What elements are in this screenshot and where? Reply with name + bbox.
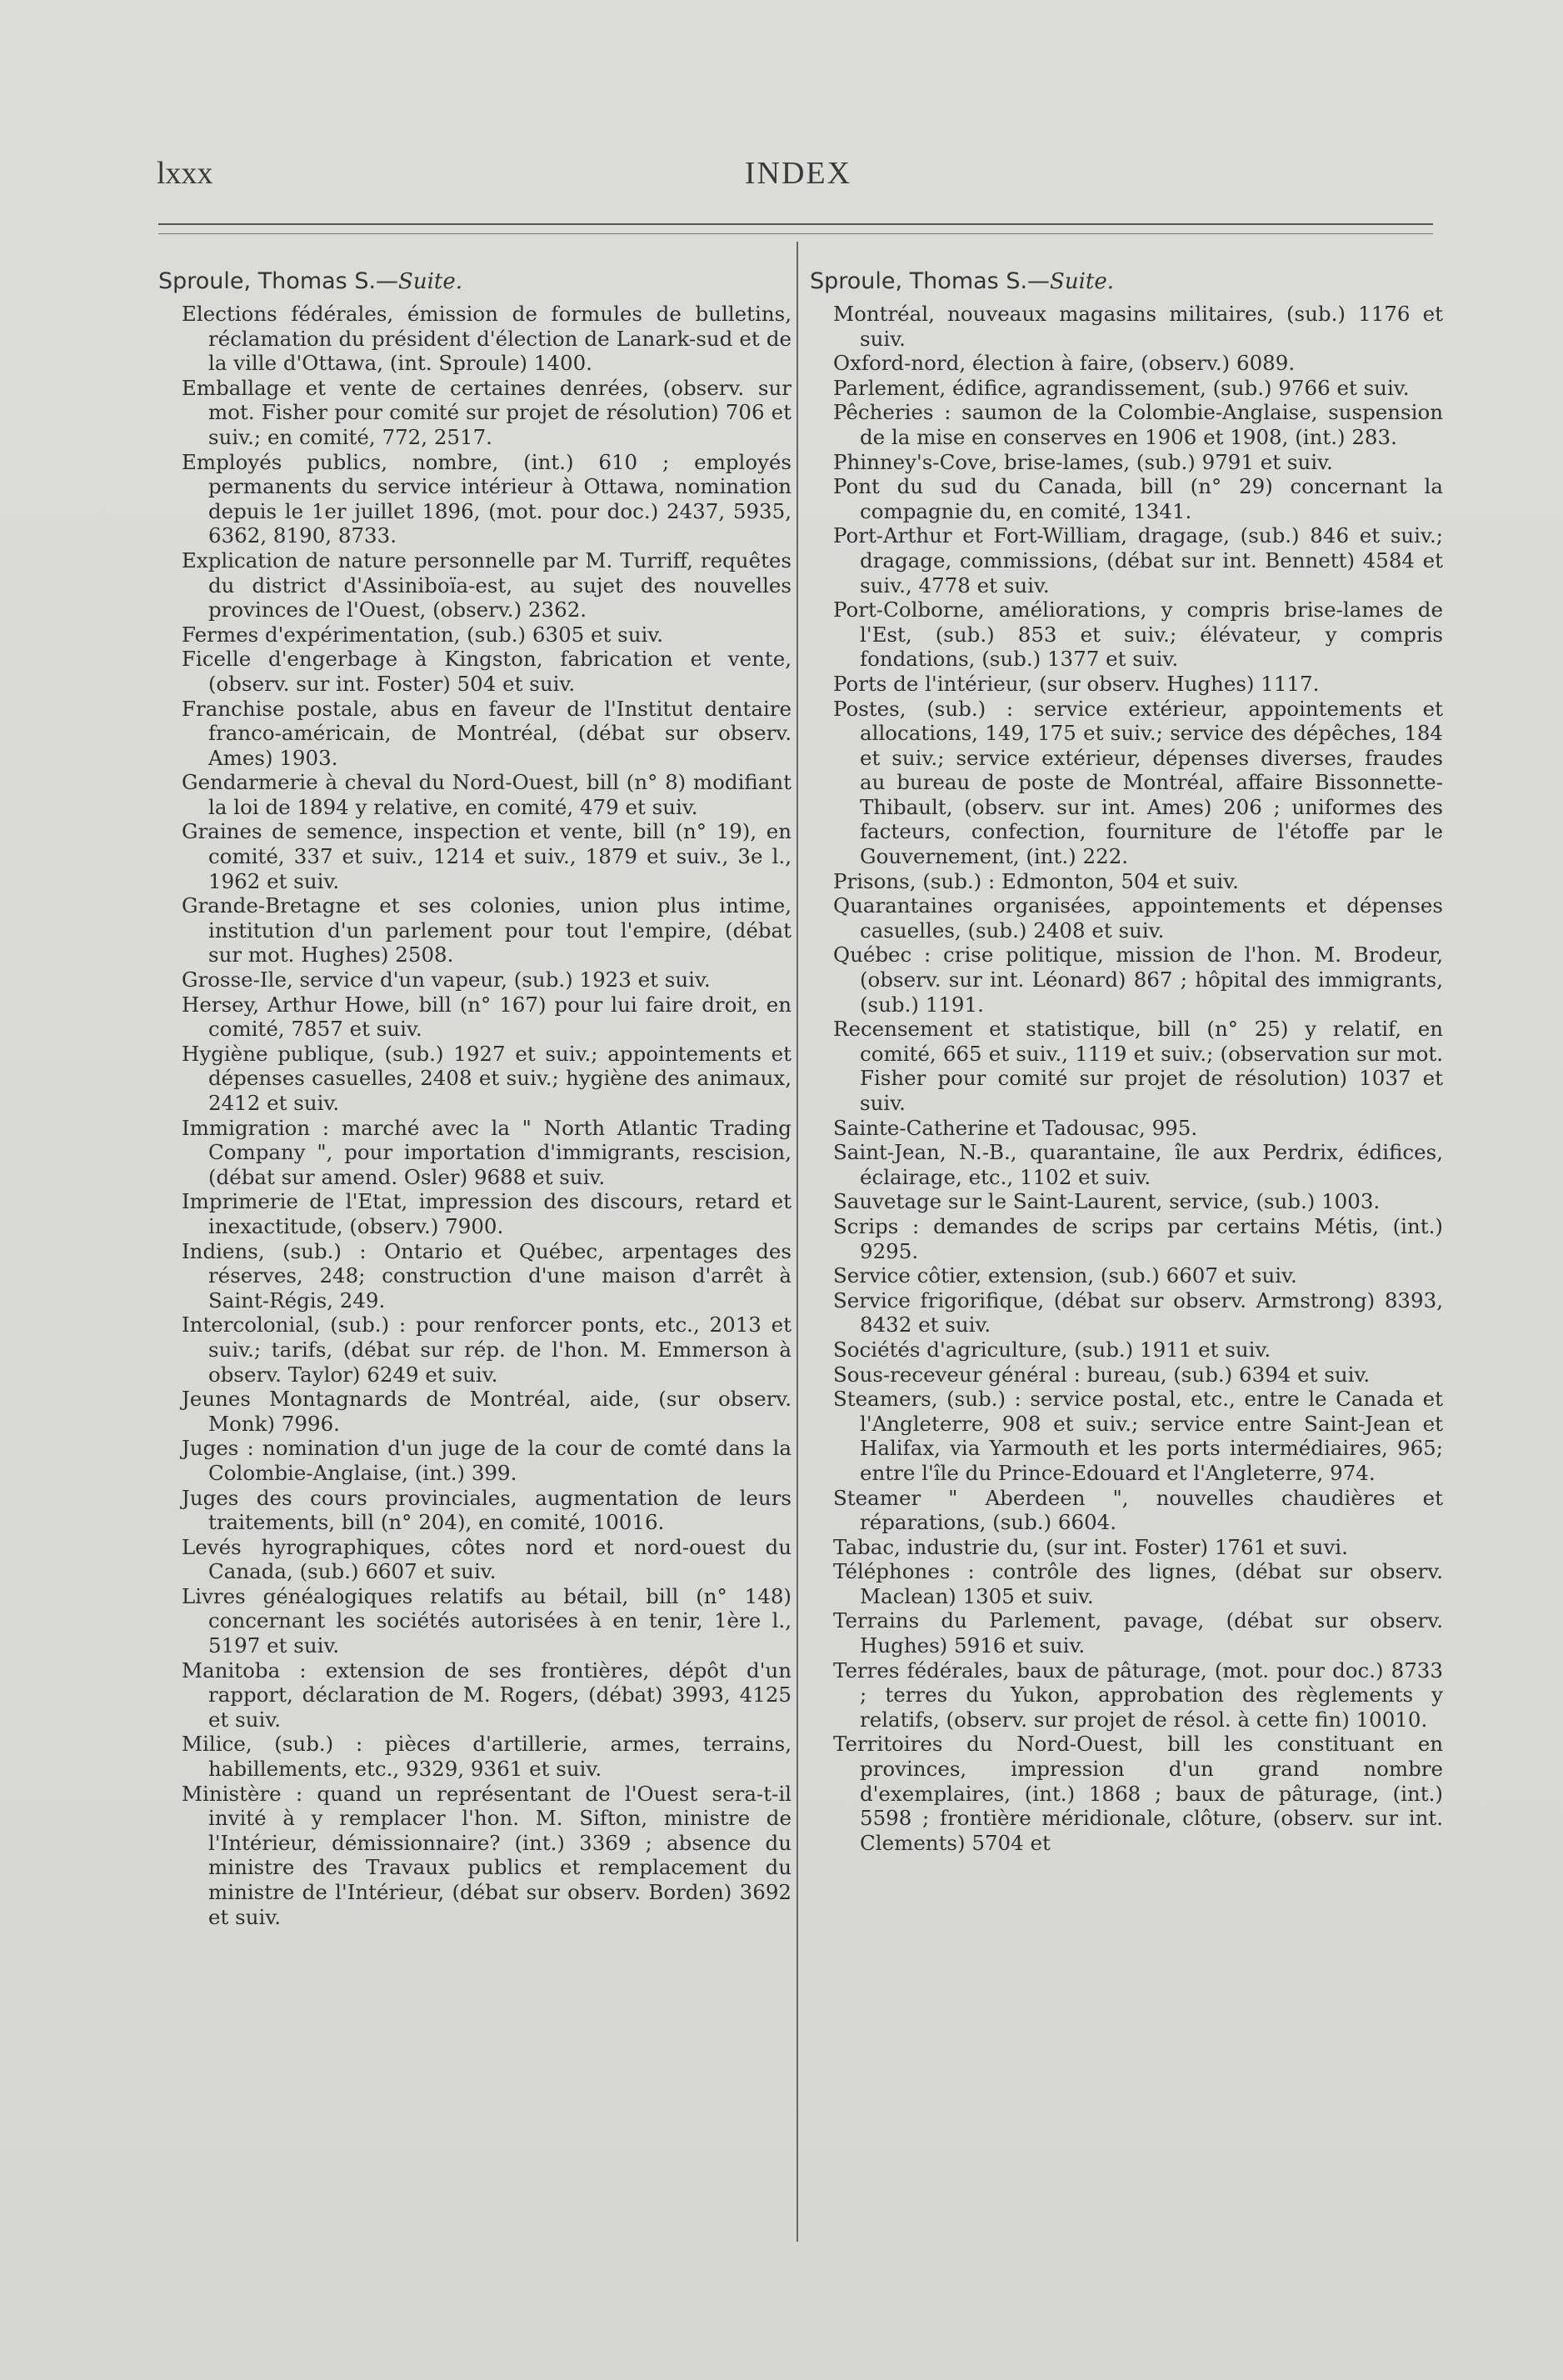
index-entry: Téléphones : contrôle des lignes, (débat sur observ. Maclean) 1305 et suiv. <box>833 1559 1443 1608</box>
right-column <box>810 265 1443 1855</box>
index-entry: Hersey, Arthur Howe, bill (n° 167) pour lui faire droit, en comité, 7857 et suiv. <box>182 992 791 1042</box>
index-entry: Postes, (sub.) : service extérieur, appointements et allocations, 149, 175 et suiv.; service des dépêches, 184 et suiv.; service extérieur, dépenses diverses, fraudes au bureau de poste de Montréal, affaire Bissonnette-Thibault, (observ. sur int. Ames) 206 ; uniformes des facteurs, confection, fourniture de l'étoffe par le Gouvernement, (int.) 222. <box>833 696 1443 869</box>
index-entry: Hygiène publique, (sub.) 1927 et suiv.; appointements et dépenses casuelles, 2408 et suiv.; hygiène des animaux, 2412 et suiv. <box>182 1041 791 1115</box>
heading-suite: Suite. <box>1050 269 1115 294</box>
index-entry: Elections fédérales, émission de formules de bulletins, réclamation du président d'élection de Lanark-sud et de la ville d'Ottawa, (int. Sproule) 1400. <box>182 302 791 376</box>
index-entry: Sainte-Catherine et Tadousac, 995. <box>833 1115 1198 1140</box>
index-entry: Fermes d'expérimentation, (sub.) 6305 et suiv. <box>182 622 664 647</box>
index-entry: Ficelle d'engerbage à Kingston, fabrication et vente, (observ. sur int. Foster) 504 et suiv. <box>182 647 791 696</box>
heading-name: Sproule, Thomas S.— <box>158 268 399 294</box>
left-column <box>158 265 791 1929</box>
index-entry: Québec : crise politique, mission de l'hon. M. Brodeur, (observ. sur int. Léonard) 867 ; hôpital des immigrants, (sub.) 1191. <box>833 942 1443 1017</box>
index-entry: Sous-receveur général : bureau, (sub.) 6394 et suiv. <box>833 1362 1371 1387</box>
index-entry: Steamers, (sub.) : service postal, etc., entre le Canada et l'Angleterre, 908 et suiv.; service entre Saint-Jean et Halifax, via Yarmouth et les ports intermédiaires, 965; entre l'île du Prince-Edouard et l'Angleterre, 974. <box>833 1387 1443 1485</box>
page-title: INDEX <box>744 156 852 191</box>
index-entry: Phinney's-Cove, brise-lames, (sub.) 9791 et suiv. <box>833 449 1333 474</box>
index-entry: Juges des cours provinciales, augmentation de leurs traitements, bill (n° 204), en comité, 10016. <box>182 1485 791 1535</box>
index-entry: Levés hyrographiques, côtes nord et nord-ouest du Canada, (sub.) 6607 et suiv. <box>182 1534 791 1584</box>
index-entry: Pêcheries : saumon de la Colombie-Anglaise, suspension de la mise en conserves en 1906 et 1908, (int.) 283. <box>833 400 1443 449</box>
left-column-heading <box>158 265 791 298</box>
index-entry: Grosse-Ile, service d'un vapeur, (sub.) 1923 et suiv. <box>182 968 711 992</box>
index-entry: Imprimerie de l'Etat, impression des discours, retard et inexactitude, (observ.) 7900. <box>182 1189 791 1238</box>
index-entry: Emballage et vente de certaines denrées, (observ. sur mot. Fisher pour comité sur projet de résolution) 706 et suiv.; en comité, 772, 2517. <box>182 375 791 449</box>
index-entry: Prisons, (sub.) : Edmonton, 504 et suiv. <box>833 868 1239 893</box>
index-entry: Graines de semence, inspection et vente, bill (n° 19), en comité, 337 et suiv., 1214 et suiv., 1879 et suiv., 3e l., 1962 et suiv. <box>182 819 791 893</box>
index-entry: Pont du sud du Canada, bill (n° 29) concernant la compagnie du, en comité, 1341. <box>833 474 1443 523</box>
page-number: lxxx <box>157 156 213 191</box>
header-rule <box>158 223 1433 225</box>
index-entry: Sociétés d'agriculture, (sub.) 1911 et suiv. <box>833 1337 1271 1362</box>
index-entry: Sauvetage sur le Saint-Laurent, service, (sub.) 1003. <box>833 1189 1381 1214</box>
index-entry: Indiens, (sub.) : Ontario et Québec, arpentages des réserves, 248; construction d'une maison d'arrêt à Saint-Régis, 249. <box>182 1238 791 1312</box>
left-entry-list <box>158 302 791 1929</box>
index-entry: Explication de nature personnelle par M. Turriff, requêtes du district d'Assiniboïa-est, au sujet des nouvelles provinces de l'Ouest, (observ.) 2362. <box>182 548 791 622</box>
index-entry: Saint-Jean, N.-B., quarantaine, île aux Perdrix, édifices, éclairage, etc., 1102 et suiv. <box>833 1140 1443 1189</box>
index-entry: Terrains du Parlement, pavage, (débat sur observ. Hughes) 5916 et suiv. <box>833 1608 1443 1658</box>
index-entry: Service frigorifique, (débat sur observ. Armstrong) 8393, 8432 et suiv. <box>833 1288 1443 1338</box>
heading-suite: Suite. <box>398 269 463 294</box>
index-entry: Steamer " Aberdeen ", nouvelles chaudières et réparations, (sub.) 6604. <box>833 1485 1443 1535</box>
index-entry: Port-Colborne, améliorations, y compris brise-lames de l'Est, (sub.) 853 et suiv.; élévateur, y compris fondations, (sub.) 1377 et suiv. <box>833 598 1443 672</box>
right-column-heading <box>810 265 1443 298</box>
index-entry: Juges : nomination d'un juge de la cour de comté dans la Colombie-Anglaise, (int.) 399. <box>182 1436 791 1485</box>
index-entry: Gendarmerie à cheval du Nord-Ouest, bill (n° 8) modifiant la loi de 1894 y relative, en comité, 479 et suiv. <box>182 770 791 819</box>
index-entry: Franchise postale, abus en faveur de l'Institut dentaire franco-américain, de Montréal, (débat sur observ. Ames) 1903. <box>182 696 791 770</box>
index-entry: Jeunes Montagnards de Montréal, aide, (sur observ. Monk) 7996. <box>182 1387 791 1436</box>
index-entry: Parlement, édifice, agrandissement, (sub.) 9766 et suiv. <box>833 375 1410 400</box>
index-entry: Ports de l'intérieur, (sur observ. Hughes) 1117. <box>833 671 1320 696</box>
index-entry: Port-Arthur et Fort-William, dragage, (sub.) 846 et suiv.; dragage, commissions, (débat sur int. Bennett) 4584 et suiv., 4778 et suiv. <box>833 523 1443 598</box>
header-rule-thin <box>158 233 1433 234</box>
index-entry: Livres généalogiques relatifs au bétail, bill (n° 148) concernant les sociétés autorisées à en tenir, 1ère l., 5197 et suiv. <box>182 1583 791 1658</box>
heading-name: Sproule, Thomas S.— <box>810 268 1051 294</box>
index-entry: Ministère : quand un représentant de l'Ouest sera-t-il invité à y remplacer l'hon. M. Sifton, ministre de l'Intérieur, démissionnaire? (int.) 3369 ; absence du ministre des Travaux publics et remplacement du ministre de l'Intérieur, (débat sur observ. Borden) 3692 et suiv. <box>182 1781 791 1929</box>
right-entry-list <box>810 302 1443 1855</box>
index-entry: Milice, (sub.) : pièces d'artillerie, armes, terrains, habillements, etc., 9329, 9361 et suiv. <box>182 1732 791 1782</box>
index-entry: Employés publics, nombre, (int.) 610 ; employés permanents du service intérieur à Ottawa, nomination depuis le 1er juillet 1896, (mot. pour doc.) 2437, 5935, 6362, 8190, 8733. <box>182 449 791 548</box>
index-entry: Grande-Bretagne et ses colonies, union plus intime, institution d'un parlement pour tout l'empire, (débat sur mot. Hughes) 2508. <box>182 893 791 968</box>
index-entry: Scrips : demandes de scrips par certains Métis, (int.) 9295. <box>833 1213 1443 1263</box>
page-header <box>157 155 1440 205</box>
index-entry: Territoires du Nord-Ouest, bill les constituant en provinces, impression d'un grand nombre d'exemplaires, (int.) 1868 ; baux de pâturage, (int.) 5598 ; frontière méridionale, clôture, (observ. sur int. Clements) 5704 et <box>833 1732 1443 1855</box>
index-entry: Intercolonial, (sub.) : pour renforcer ponts, etc., 2013 et suiv.; tarifs, (débat sur rép. de l'hon. M. Emmerson à observ. Taylor) 6249 et suiv. <box>182 1312 791 1387</box>
index-entry: Terres fédérales, baux de pâturage, (mot. pour doc.) 8733 ; terres du Yukon, approbation des règlements y relatifs, (observ. sur projet de résol. à cette fin) 10010. <box>833 1658 1443 1732</box>
index-entry: Service côtier, extension, (sub.) 6607 et suiv. <box>833 1263 1297 1288</box>
index-entry: Quarantaines organisées, appointements et dépenses casuelles, (sub.) 2408 et suiv. <box>833 893 1443 942</box>
index-entry: Immigration : marché avec la " North Atlantic Trading Company ", pour importation d'immigrants, rescision, (débat sur amend. Osler) 9688 et suiv. <box>182 1115 791 1189</box>
index-entry: Montréal, nouveaux magasins militaires, (sub.) 1176 et suiv. <box>833 302 1443 351</box>
index-entry: Tabac, industrie du, (sur int. Foster) 1761 et suvi. <box>833 1534 1348 1559</box>
index-entry: Oxford-nord, élection à faire, (observ.) 6089. <box>833 351 1296 376</box>
index-entry: Manitoba : extension de ses frontières, dépôt d'un rapport, déclaration de M. Rogers, (débat) 3993, 4125 et suiv. <box>182 1658 791 1732</box>
column-divider <box>796 242 798 2242</box>
index-entry: Recensement et statistique, bill (n° 25) y relatif, en comité, 665 et suiv., 1119 et suiv.; (observation sur mot. Fisher pour comité sur projet de résolution) 1037 et suiv. <box>833 1017 1443 1115</box>
